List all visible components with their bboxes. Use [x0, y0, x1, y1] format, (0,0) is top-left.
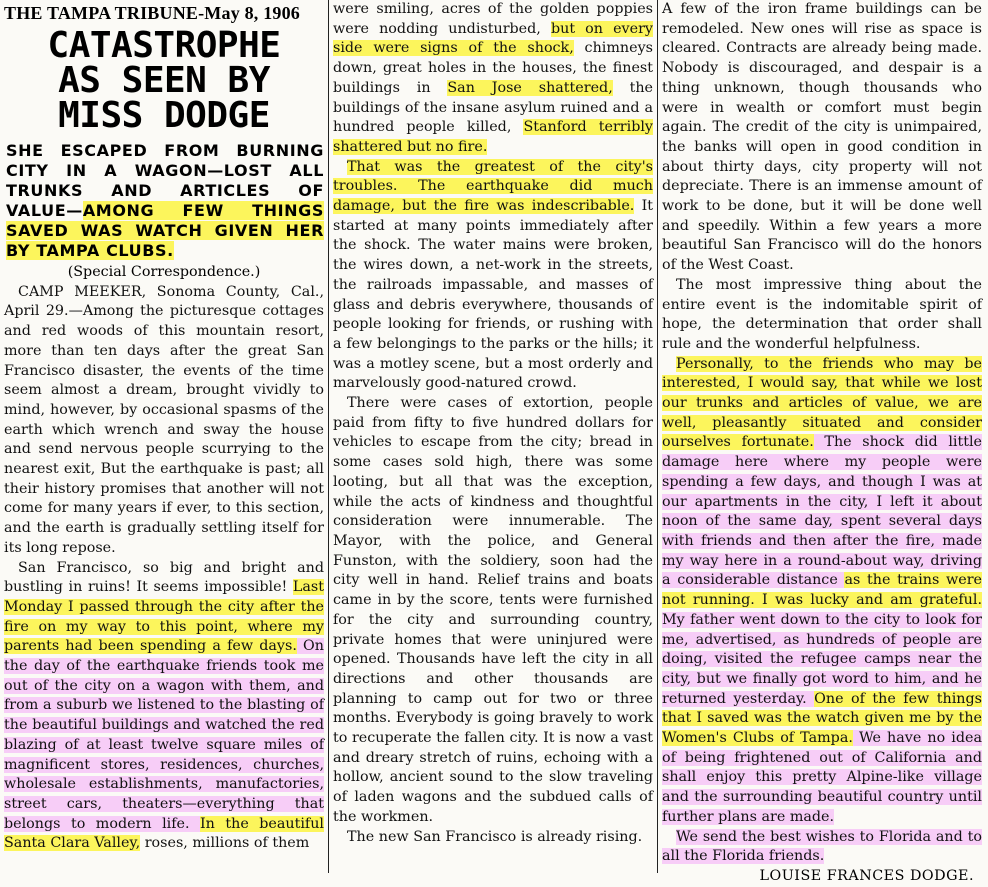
- text-run: as the trains were not running. I was lucky and am grateful.: [662, 572, 982, 609]
- text-run: San Francisco, so big and bright and bustling in ruins! It seems impossible!: [4, 559, 324, 596]
- paragraph: [333, 828, 653, 848]
- text-run: We send the best wishes to Florida and to all the Florida friends.: [662, 828, 982, 865]
- text-run: the buildings of the insane asylum ruined and a hundred people killed,: [333, 79, 654, 136]
- text-run: roses, millions of them: [140, 835, 310, 852]
- paragraph: [662, 276, 982, 355]
- article-body: [4, 283, 324, 854]
- text-run: chimneys down, great holes in the houses, the finest buildings in: [333, 40, 653, 96]
- text-run: It started at many points immediately after the shock. The water mains were broken, the wires down, a net-work in the streets, the railroads impassable, and masses of glass and debris everywhere, thousands of people looking for friends, or rushing with a few belongings to the parks or the hills; it was a motley scene, but a most orderly and marvelously good-natured crowd.: [333, 198, 654, 392]
- text-run: The new San Francisco is already rising.: [347, 828, 643, 845]
- column-2: [333, 0, 653, 873]
- text-run: My father went down to the city to look for me, advertised, as hundreds of people are doing, visited the refugee camps near the city, but we finally got word to him, and he returned yesterday.: [662, 611, 982, 707]
- text-run: Last Monday I passed through the city after the fire on my way to this point, where my parents had been spending a few days.: [4, 579, 324, 655]
- column-1: [4, 0, 324, 873]
- text-run: On the day of the earthquake friends took me out of the city on a wagon with them, and from a suburb we listened to the blasting of the beautiful buildings and watched the red blazing of at least twelve square miles of magnificent stores, residences, churches, wholesale establishments, manufactories, street cars, theaters—everything that belongs to modern life.: [4, 638, 324, 832]
- headline-line: AS SEEN BY: [58, 60, 270, 101]
- text-run: There were cases of extortion, people paid from fifty to five hundred dollars for vehicles to escape from the city; bread in some cases sold high, there was some looting, but all that was the exception, while the acts of kindness and thoughtful consideration were innumerable. The Mayor, with the police, and General Funston, with the soldiery, soon had the city well in hand. Relief trains and boats came in by the score, tents were furnished for the city and surrounding country, private homes that were uninjured were opened. Thousands have left the city in all directions and other thousands are planning to camp out for two or three months. Everybody is going bravely to work to recuperate the fallen city. It is now a vast and dreary stretch of ruins, echoing with a hollow, ancient sound to the slow traveling of laden wagons and the subdued calls of the workmen.: [333, 395, 653, 825]
- text-run: The shock did little damage here where my people were spending a few days, and though I was at our apartments in the city, I left it about noon of the same day, spent several days with friends and then after the fire, made my way here in a round-about way, driving a considerable distance: [662, 434, 982, 589]
- text-run: San Jose shattered,: [447, 79, 613, 96]
- article-body: [333, 0, 653, 847]
- text-run: CAMP MEEKER, Sonoma County, Cal., April 29.—Among the picturesque cottages and red woods of this mountain resort, more than ten days after the great San Francisco disaster, the events of the time seem almost a dream, brought vividly to mind, however, by occasional spasms of the earth which wrench and sway the house and send nervous people scurrying to the nearest exit, But the earthquake is past; all their history promises that another will not come for many years if ever, to this section, and the earth is gradually settling itself for its long repose.: [4, 283, 324, 556]
- paragraph: [662, 0, 982, 276]
- headline-line: MISS DODGE: [58, 95, 270, 136]
- signature: LOUISE FRANCES DODGE.: [759, 867, 974, 884]
- text-run: Personally, to the friends who may be interested, I would say, that while we lost our trunks and articles of value, we are well, pleasantly situated and consider ourselves fortunate.: [662, 355, 982, 451]
- correspondence-note: (Special Correspondence.): [67, 264, 261, 280]
- text-run: but on every side were signs of the shock,: [333, 20, 653, 57]
- column-rule: [328, 0, 329, 873]
- paragraph: [333, 394, 653, 827]
- text-run: That was the greatest of the city's troubles. The earthquake did much damage, but the fire was indescribable.: [333, 158, 653, 215]
- paragraph: [662, 828, 982, 867]
- column-rule: [657, 0, 658, 873]
- paragraph: [662, 355, 982, 828]
- paragraph: [333, 0, 653, 158]
- text-run: The most impressive thing about the entire event is the indomitable spirit of hope, the determination that order shall rule and the wonderful helpfulness.: [662, 276, 982, 352]
- text-run: Stanford terribly shattered but no fire.: [333, 119, 653, 155]
- text-run: We have no idea of being frightened out of California and shall enjoy this pretty Alpine-like village and the surrounding beautiful country until further plans are made.: [662, 730, 983, 825]
- headline-line: CATASTROPHE: [47, 25, 281, 66]
- text-run: One of the few things that I saved was the watch given me by the Women's Clubs of Tampa.: [662, 690, 982, 747]
- dateline: THE TAMPA TRIBUNE-May 8, 1906: [4, 3, 300, 23]
- paragraph: [4, 559, 324, 855]
- subheadline-highlight: AMONG FEW THINGS SAVED WAS WATCH GIVEN HER BY TAMPA CLUBS.: [6, 201, 324, 260]
- text-run: In the beautiful Santa Clara Valley,: [4, 815, 324, 852]
- headline: [4, 25, 324, 136]
- paragraph: [4, 283, 324, 559]
- text-run: A few of the iron frame buildings can be remodeled. New ones will rise as space is cleared. Contracts are already being made. Nobody is discouraged, and despair is a thing unknown, though thousands who were in wealth or comfort must begin again. The credit of the city is unimpaired, the banks will open in good condition in about thirty days, city property will not depreciate. There is an immense amount of work to be done, but it will be done well and speedily. Within a few years a more beautiful San Francisco will do the honors of the West Coast.: [662, 1, 982, 274]
- text-run: were smiling, acres of the golden poppies were nodding undisturbed,: [333, 1, 653, 37]
- column-3: [662, 0, 983, 884]
- article-body: [662, 0, 982, 867]
- paragraph: [333, 158, 653, 394]
- subheadline-text: SHE ESCAPED FROM BURNING CITY IN A WAGON—LOST ALL TRUNKS AND ARTICLES OF VALUE—: [6, 141, 324, 220]
- subheadline: [4, 141, 324, 261]
